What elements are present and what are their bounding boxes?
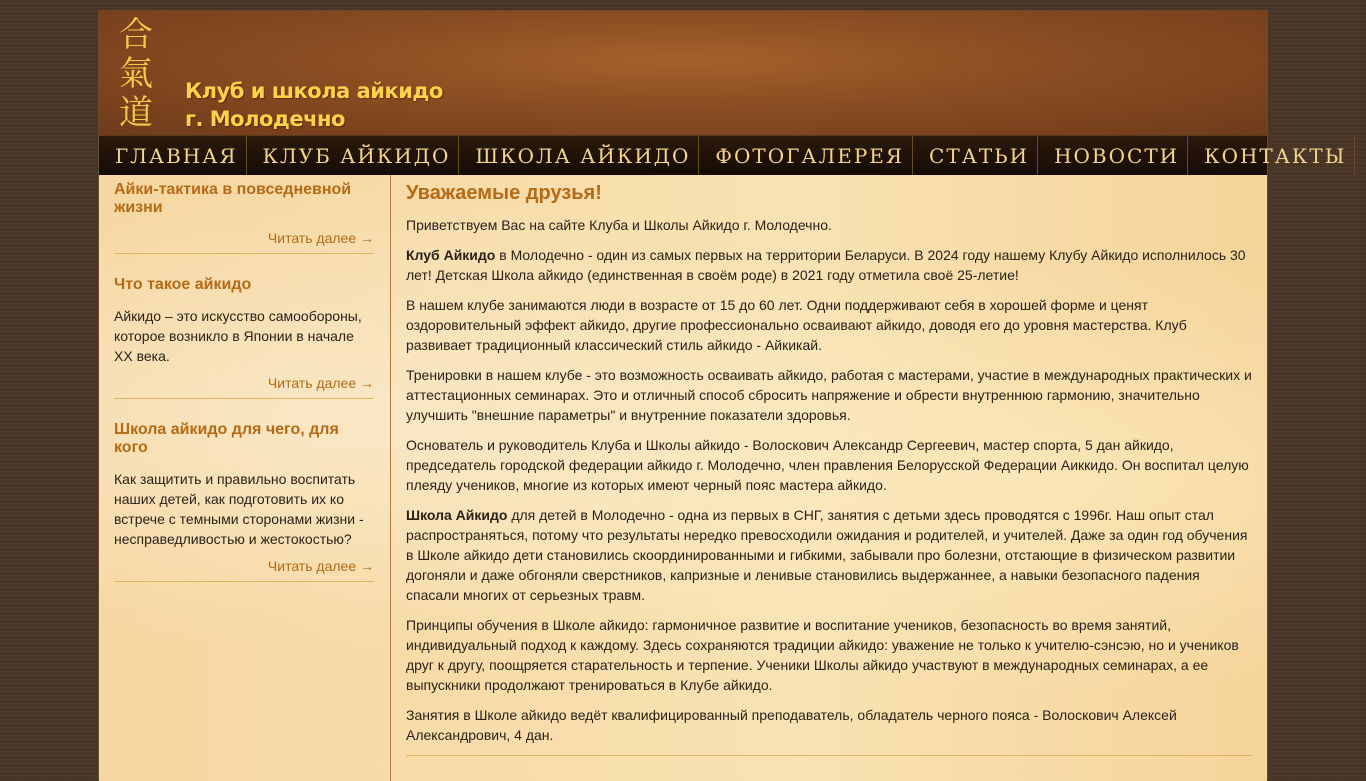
paragraph-members: В нашем клубе занимаются люди в возрасте от 15 до 60 лет. Одни поддерживают себя в хорошей форме и ценят оздоровительный эффект айкидо, другие профессионально осваивают айкидо, доводя его до уровня мастерства. Клуб развивает традиционный классический стиль айкидо - Айкикай.: [406, 297, 1187, 353]
paragraph-training: Тренировки в нашем клубе - это возможность осваивать айкидо, работая с мастерами, участие в международных практических и аттестационных семинарах. Это и отличный способ сбросить напряжение и обрести внутреннюю гармонию, значительно улучшить "внешние параметры" и внутренние показатели здоровья.: [406, 367, 1252, 423]
nav-item-articles[interactable]: СТАТЬИ: [913, 136, 1038, 175]
content-divider: [406, 755, 1252, 756]
logo-char-1: 合: [119, 15, 153, 55]
paragraph-teacher: Занятия в Школе айкидо ведёт квалифицированный преподаватель, обладатель черного пояса - Волоскович Алексей Александрович, 4 дан.: [406, 707, 1177, 743]
nav-item-school[interactable]: ШКОЛА АЙКИДО: [459, 136, 699, 175]
sidebar-article-title[interactable]: Что такое айкидо: [114, 276, 252, 293]
page-container: [98, 10, 1347, 780]
paragraph-founder: Основатель и руководитель Клуба и Школы айкидо - Волоскович Александр Сергеевич, мастер спорта, 5 дан айкидо, председатель городской федерации айкидо г. Молодечно, член правления Белорусской Федерации Аиккидо. Он воспитал целую плеяду учеников, многие из которых имеют черный пояс мастера айкидо.: [406, 437, 1249, 493]
site-title-line1: Клуб и школа айкидо: [185, 79, 443, 103]
sidebar: [99, 175, 391, 781]
site-logo[interactable]: [113, 17, 159, 131]
sidebar-article-excerpt: Как защитить и правильно воспитать наших детей, как подготовить их ко встрече с темными сторонами жизни - несправедливостью и жестокостью?: [114, 471, 364, 547]
school-bold-label: Школа Айкидо: [406, 507, 508, 523]
main-content: [406, 175, 1254, 781]
read-more-link[interactable]: Читать далее →: [267, 558, 374, 574]
sidebar-article-title[interactable]: Школа айкидо для чего, для кого: [114, 421, 339, 456]
logo-char-3: 道: [119, 93, 153, 133]
main-nav: [99, 135, 1347, 175]
nav-item-gallery[interactable]: ФОТОГАЛЕРЕЯ: [699, 136, 913, 175]
club-text: в Молодечно - один из самых первых на территории Беларуси. В 2024 году нашему Клубу Айкидо исполнилось 30 лет! Детская Школа айкидо (единственная в своём роде) в 2021 году отметила своё 25-летие!: [406, 247, 1246, 283]
site-title[interactable]: [185, 77, 443, 133]
nav-item-home[interactable]: ГЛАВНАЯ: [99, 136, 247, 175]
paragraph-principles: Принципы обучения в Школе айкидо: гармоничное развитие и воспитание учеников, безопасность во время занятий, индивидуальный подход к каждому. Здесь сохраняются традиции айкидо: уважение не только к учителю-сэнсэю, но и учеников друг к другу, поощряется старательность и терпение. Ученики Школы айкидо участвуют в международных семинарах, а ее выпускники продолжают тренироваться в Клубе айкидо.: [406, 617, 1239, 693]
sidebar-article: [114, 421, 374, 582]
read-more-link[interactable]: Читать далее →: [267, 230, 374, 246]
read-more-link[interactable]: Читать далее →: [267, 375, 374, 391]
logo-char-2: 氣: [119, 54, 153, 94]
page-heading: Уважаемые друзья!: [406, 182, 602, 204]
sidebar-article: [114, 276, 374, 399]
nav-item-contacts[interactable]: КОНТАКТЫ: [1188, 136, 1355, 175]
sidebar-article-title[interactable]: Айки-тактика в повседневной жизни: [114, 181, 352, 216]
nav-item-club[interactable]: КЛУБ АЙКИДО: [247, 136, 460, 175]
sidebar-article-excerpt: Айкидо – это искусство самообороны, которое возникло в Японии в начале XX века.: [114, 308, 362, 364]
school-text: для детей в Молодечно - одна из первых в СНГ, занятия с детьми здесь проводятся с 1996г. Наш опыт стал распространяться, потому что результаты нередко превосходили ожидания и родителей, и учителей. Даже за один год обучения в Школе айкидо дети становились скоординированными и гибкими, забывали про болезни, отстающие в физическом развитии догоняли и даже обгоняли сверстников, капризные и ленивые становились выдержаннее, а навыки безопасного падения спасали многих от серьезных травм.: [406, 507, 1248, 603]
site-title-line2: г. Молодечно: [185, 107, 345, 131]
content-area: [99, 175, 1267, 781]
sidebar-article: [114, 181, 374, 254]
nav-item-news[interactable]: НОВОСТИ: [1038, 136, 1188, 175]
club-bold-label: Клуб Айкидо: [406, 247, 496, 263]
paragraph-greeting: Приветствуем Вас на сайте Клуба и Школы Айкидо г. Молодечно.: [406, 217, 832, 233]
paragraph-school: [406, 505, 1254, 605]
site-header: [99, 11, 1267, 135]
paragraph-club: [406, 245, 1254, 285]
